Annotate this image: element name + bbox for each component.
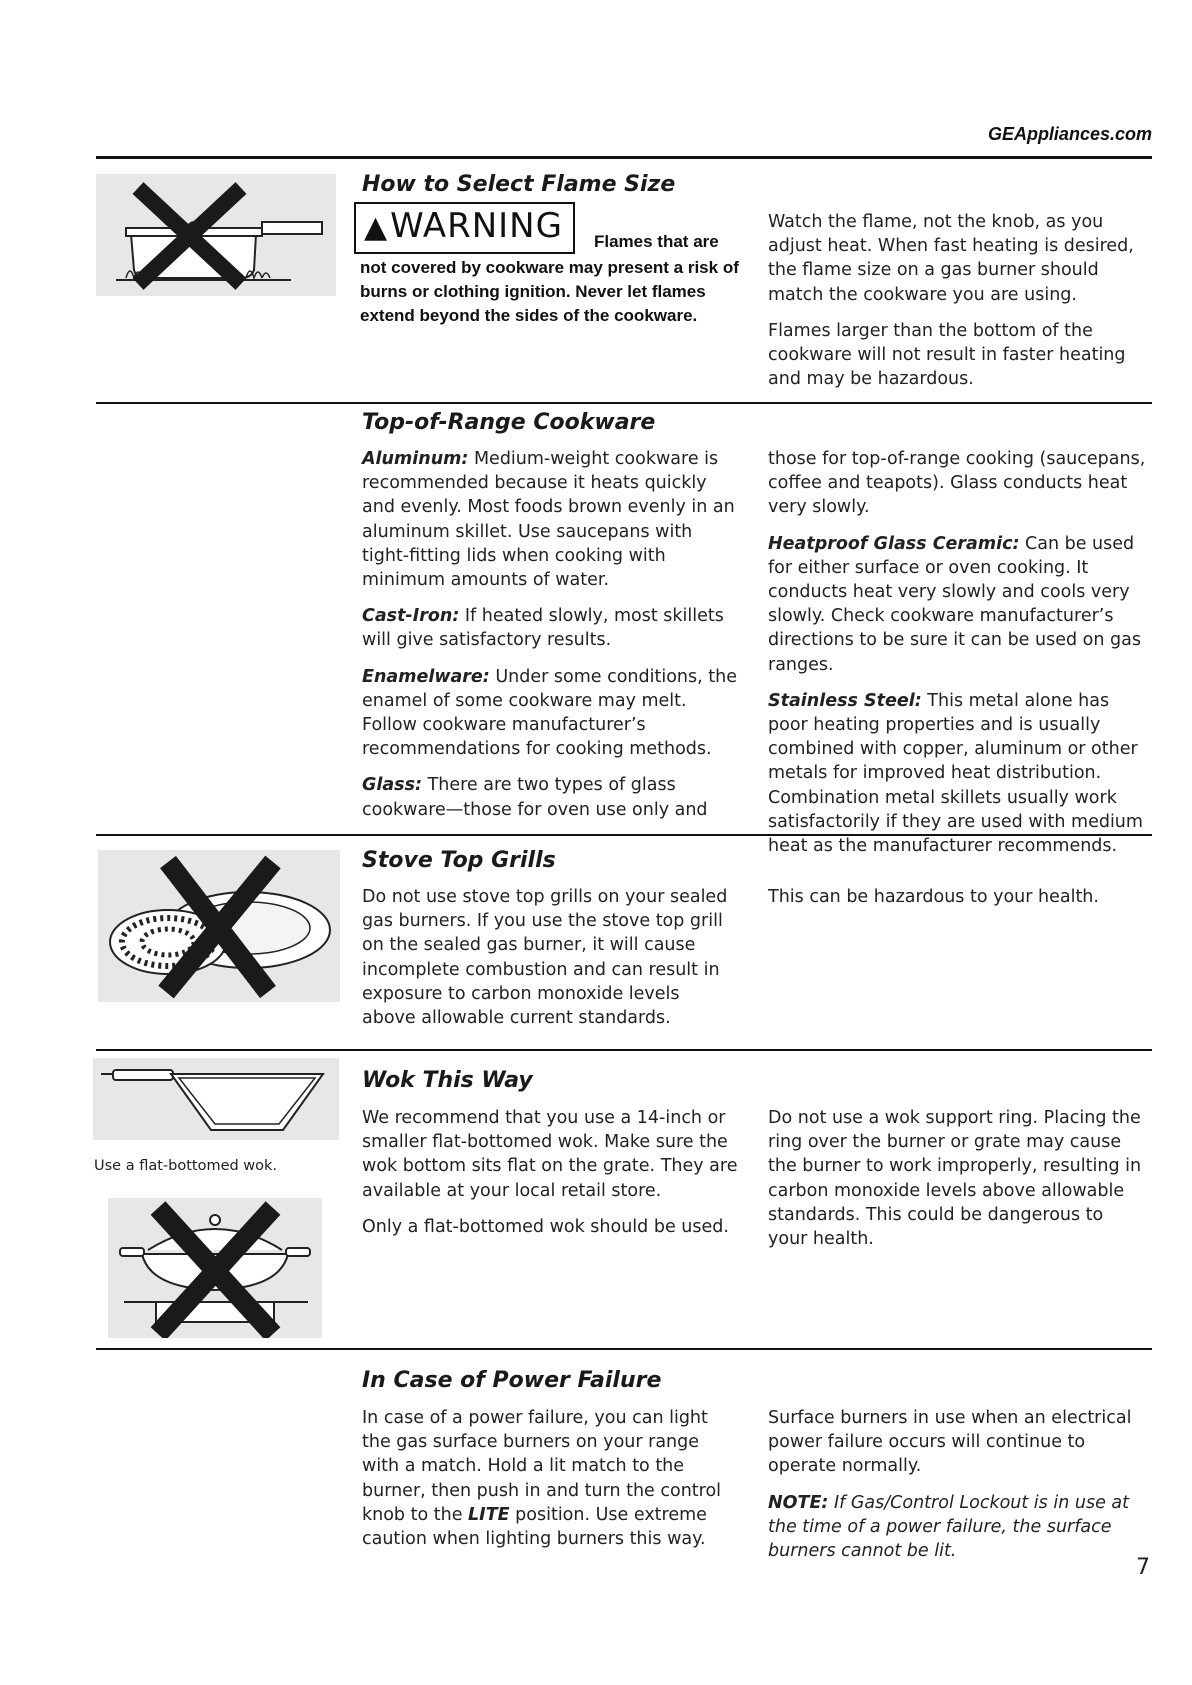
ceramic-text: Can be used for either surface or oven cooking. It conducts heat very slowly and cools very slowly. Check cookware manufacturer’s directions to be sure it can be used on gas ranges. — [768, 533, 1141, 675]
wok-ring-illustration — [108, 1198, 322, 1338]
flame-size-illustration — [96, 174, 336, 296]
aluminum-text: Medium-weight cookware is recommended because it heats quickly and evenly. Most foods brown evenly in an aluminum skillet. Use saucepans with tight-fitting lids when cooking with minimum amounts of water. — [362, 449, 735, 591]
cookware-right-column — [768, 447, 1153, 870]
power-right-text: Surface burners in use when an electrical power failure occurs will continue to operate normally. — [768, 1408, 1132, 1477]
glass-text: There are two types of glass cookware—those for oven use only and — [362, 775, 708, 820]
grills-left-column — [362, 885, 737, 1042]
power-text-a: In case of a power failure, you can light the gas surface burners on your range with a match. Hold a lit match to the burner, then push in and turn the control knob to the — [362, 1408, 722, 1525]
note-label: NOTE: — [768, 1492, 829, 1513]
wok-paragraph-2: Only a flat-bottomed wok should be used. — [362, 1216, 729, 1237]
section-divider — [96, 1348, 1152, 1350]
power-left-column — [362, 1406, 734, 1563]
wok-caption: Use a flat-bottomed wok. — [94, 1158, 278, 1174]
section-divider — [96, 1049, 1152, 1051]
header-rule — [96, 156, 1152, 159]
grills-left-text: Do not use stove top grills on your sealed gas burners. If you use the stove top grill on the sealed gas burner, it will cause incomplete combustion and can result in exposure to carbon monoxide levels above allowable current standards. — [362, 887, 728, 1029]
cookware-title: Top-of-Range Cookware — [362, 410, 656, 435]
lite-label: LITE — [468, 1504, 510, 1525]
flame-paragraph-1: Watch the flame, not the knob, as you adjust heat. When fast heating is desired, the flame size on a gas burner should match the cookware you are using. — [768, 212, 1134, 305]
flame-right-column — [768, 210, 1148, 403]
aluminum-label: Aluminum: — [362, 449, 469, 469]
warning-lead: Flames that are — [594, 232, 719, 251]
glass-continued: those for top-of-range cooking (saucepans, coffee and teapots). Glass conducts heat very slowly. — [768, 449, 1146, 518]
ceramic-label: Heatproof Glass Ceramic: — [768, 533, 1020, 554]
flat-wok-illustration — [93, 1058, 339, 1140]
enamel-label: Enamelware: — [362, 666, 490, 687]
wok-right-column — [768, 1106, 1148, 1263]
power-title: In Case of Power Failure — [362, 1368, 662, 1393]
warning-rest: not covered by cookware may present a risk of burns or clothing ignition. Never let flames extend beyond the sides of the cookware. — [360, 258, 739, 325]
cookware-left-column — [362, 447, 742, 834]
steel-text: This metal alone has poor heating properties and is usually combined with copper, aluminum or other metals for improved heat distribution. Combination metal skillets usually work satisfactorily if they are used with medium heat as the manufacturer recommends. — [768, 690, 1143, 857]
wok-left-column — [362, 1106, 742, 1251]
castiron-label: Cast-Iron: — [362, 606, 460, 627]
wok-paragraph-1: We recommend that you use a 14-inch or smaller flat-bottomed wok. Make sure the wok bottom sits flat on the grate. They are available at your local retail store. — [362, 1108, 738, 1201]
warning-triangle-icon: ▲ — [364, 210, 389, 245]
glass-label: Glass: — [362, 775, 423, 796]
wok-title: Wok This Way — [362, 1068, 533, 1093]
site-url: GEAppliances.com — [987, 124, 1152, 144]
enamel-text: Under some conditions, the enamel of some cookware may melt. Follow cookware manufacturer’s recommendations for cooking methods. — [362, 666, 737, 760]
flame-paragraph-2: Flames larger than the bottom of the cookware will not result in faster heating and may be hazardous. — [768, 320, 1126, 390]
section-divider — [96, 402, 1152, 404]
flame-size-title: How to Select Flame Size — [362, 172, 676, 197]
grills-right-text: This can be hazardous to your health. — [768, 887, 1099, 907]
power-text-b: position. Use extreme caution when lighting burners this way. — [362, 1504, 707, 1550]
stove-grill-illustration — [98, 850, 340, 1002]
grills-right-column — [768, 885, 1153, 921]
page-number: 7 — [1136, 1555, 1150, 1580]
castiron-text: If heated slowly, most skillets will give satisfactory results. — [362, 606, 724, 651]
grills-title: Stove Top Grills — [362, 848, 556, 873]
power-right-column — [768, 1406, 1140, 1575]
warning-text — [360, 226, 760, 328]
steel-label: Stainless Steel: — [768, 690, 922, 711]
section-divider — [96, 834, 1152, 836]
note-text: If Gas/Control Lockout is in use at the time of a power failure, the surface burners cannot be lit. — [768, 1492, 1129, 1562]
wok-right-text: Do not use a wok support ring. Placing the ring over the burner or grate may cause the burner to work improperly, resulting in carbon monoxide levels above allowable standards. This could be dangerous to your health. — [768, 1108, 1142, 1250]
warning-box: ▲WARNING — [354, 202, 575, 254]
